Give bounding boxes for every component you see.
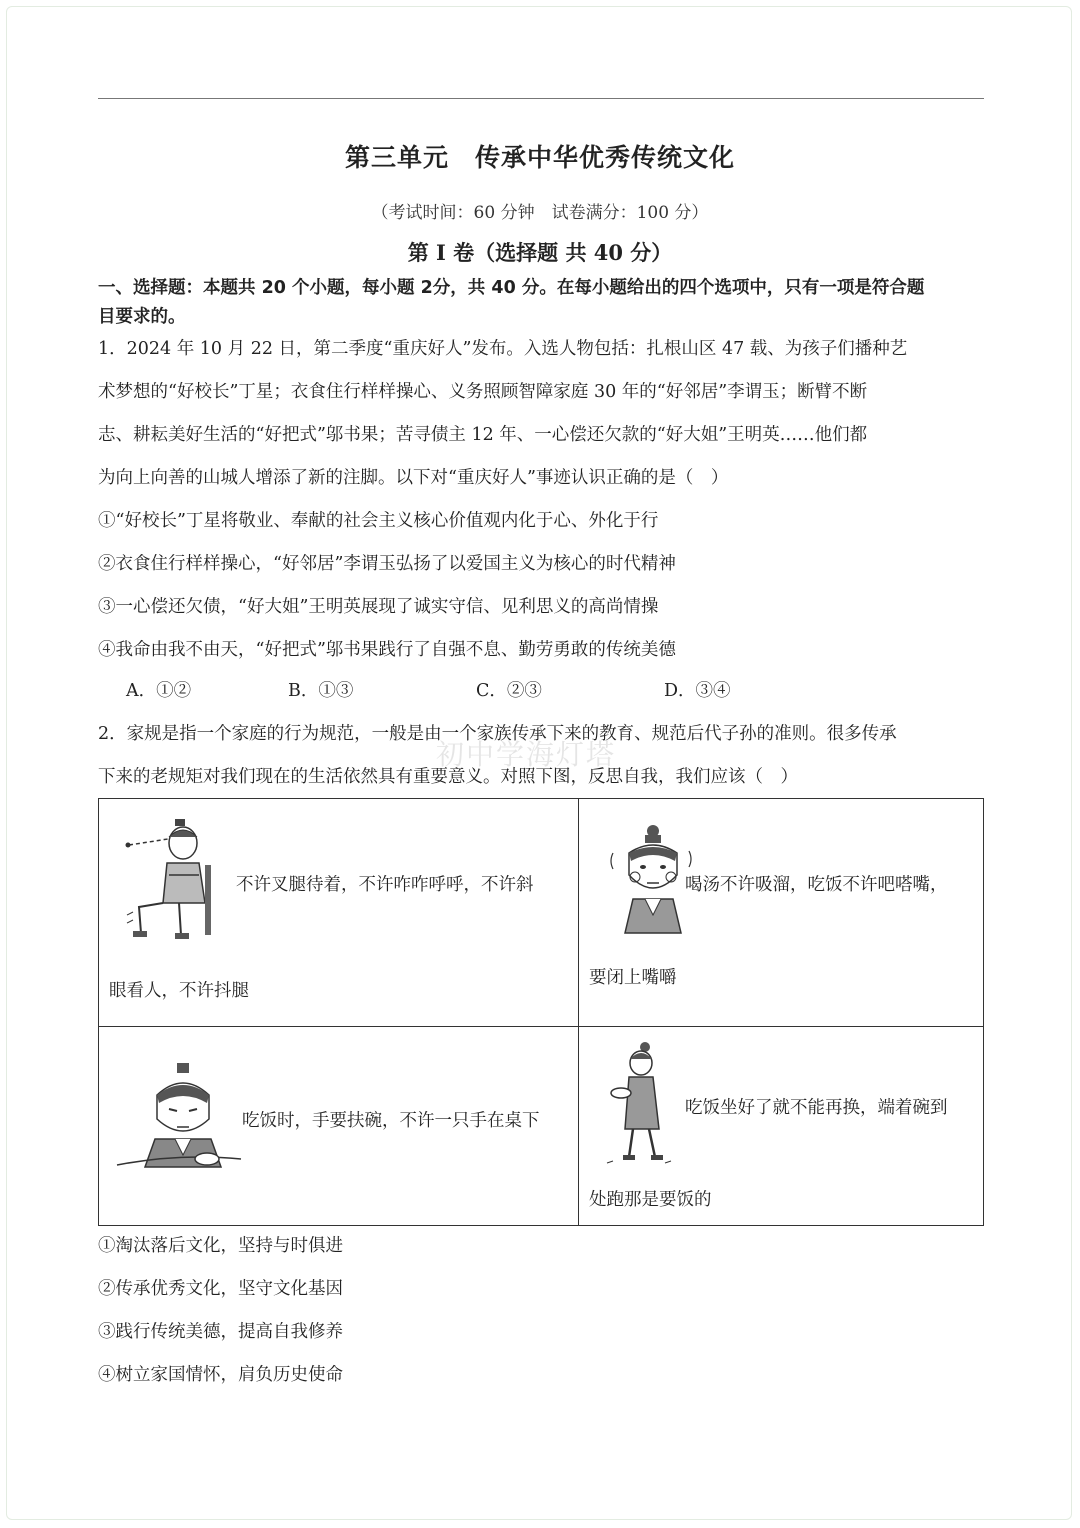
page-title: 第三单元 传承中华优秀传统文化 [344, 143, 735, 172]
question-2-statement: ③践行传统美德，提高自我修养 [98, 1322, 343, 1342]
question-1-stem-line: 为向上向善的山城人增添了新的注脚。以下对“重庆好人”事迹认识正确的是（ ） [98, 468, 729, 488]
panel-4-text: 吃饭坐好了就不能再换，端着碗到 [685, 1098, 948, 1118]
option-c[interactable]: C．②③ [476, 681, 542, 701]
question-2-statement: ①淘汰落后文化，坚持与时俱进 [98, 1236, 343, 1256]
section-instructions [98, 274, 984, 332]
question-1-stem-line: 术梦想的“好校长”丁星；衣食住行样样操心、义务照顾智障家庭 30 年的“好邻居”李谓玉；断臂不断 [98, 382, 868, 402]
question-1-statement: ③一心偿还欠债，“好大姐”王明英展现了诚实守信、见利思义的高尚情操 [98, 597, 659, 617]
part-title: 第 I 卷（选择题 共 40 分） [407, 240, 673, 265]
panel-3-text: 吃饭时，手要扶碗，不许一只手在桌下 [242, 1111, 540, 1131]
question-1-stem-line: 1．2024 年 10 月 22 日，第二季度“重庆好人”发布。入选人物包括：扎根山区 47 载、为孩子们播种艺 [98, 339, 908, 359]
watermark-text: 初中学海灯塔 [436, 738, 617, 771]
question-2-statement: ②传承优秀文化，坚守文化基因 [98, 1279, 343, 1299]
panel-2-text: 喝汤不许吸溜，吃饭不许吧嗒嘴， [685, 875, 948, 895]
option-d[interactable]: D．③④ [664, 681, 731, 701]
panel-1-text: 不许叉腿待着，不许咋咋呼呼，不许斜 [236, 875, 534, 895]
header-rule [98, 98, 984, 99]
instructions-line: 目要求的。 [98, 307, 186, 327]
grid-divider [99, 1026, 983, 1027]
question-2 [98, 713, 984, 799]
question-2-statement: ④树立家国情怀，肩负历史使命 [98, 1365, 343, 1385]
panel-4-text: 处跑那是要饭的 [589, 1190, 712, 1210]
question-1 [98, 328, 984, 672]
question-2-stem-line: 下来的老规矩对我们现在的生活依然具有重要意义。对照下图，反思自我，我们应该（ ） [98, 767, 798, 787]
question-2-stem-line: 2．家规是指一个家庭的行为规范，一般是由一个家族传承下来的教育、规范后代子孙的准则。很多传承 [98, 724, 897, 744]
question-1-statement: ①“好校长”丁星将敬业、奉献的社会主义核心价值观内化于心、外化于行 [98, 511, 659, 531]
question-2-statements [98, 1225, 984, 1397]
question-1-statement: ②衣食住行样样操心，“好邻居”李谓玉弘扬了以爱国主义为核心的时代精神 [98, 554, 676, 574]
question-1-statement: ④我命由我不由天，“好把式”邬书果践行了自强不息、勤劳勇敢的传统美德 [98, 640, 676, 660]
option-b[interactable]: B．①③ [288, 681, 354, 701]
eating-boy-illustration [595, 823, 695, 943]
instructions-line: 一、选择题：本题共 20 个小题，每小题 2分，共 40 分。在每小题给出的四个选项中，只有一项是符合题 [98, 278, 925, 298]
panel-2-text: 要闭上嘴嚼 [589, 968, 677, 988]
grid-divider [578, 799, 579, 1225]
walking-boy-illustration [601, 1039, 681, 1169]
bowl-holding-boy-illustration [115, 1061, 245, 1181]
panel-1-text: 眼看人，不许抖腿 [109, 981, 249, 1001]
question-1-stem-line: 志、耕耘美好生活的“好把式”邬书果；苦寻债主 12 年、一心偿还欠款的“好大姐”王明英……他们都 [98, 425, 868, 445]
family-rules-figure [98, 798, 984, 1226]
exam-info: （考试时间：60 分钟 试卷满分：100 分） [371, 203, 709, 223]
seated-boy-illustration [119, 811, 234, 951]
question-1-options [126, 670, 826, 713]
option-a[interactable]: A．①② [126, 681, 192, 701]
